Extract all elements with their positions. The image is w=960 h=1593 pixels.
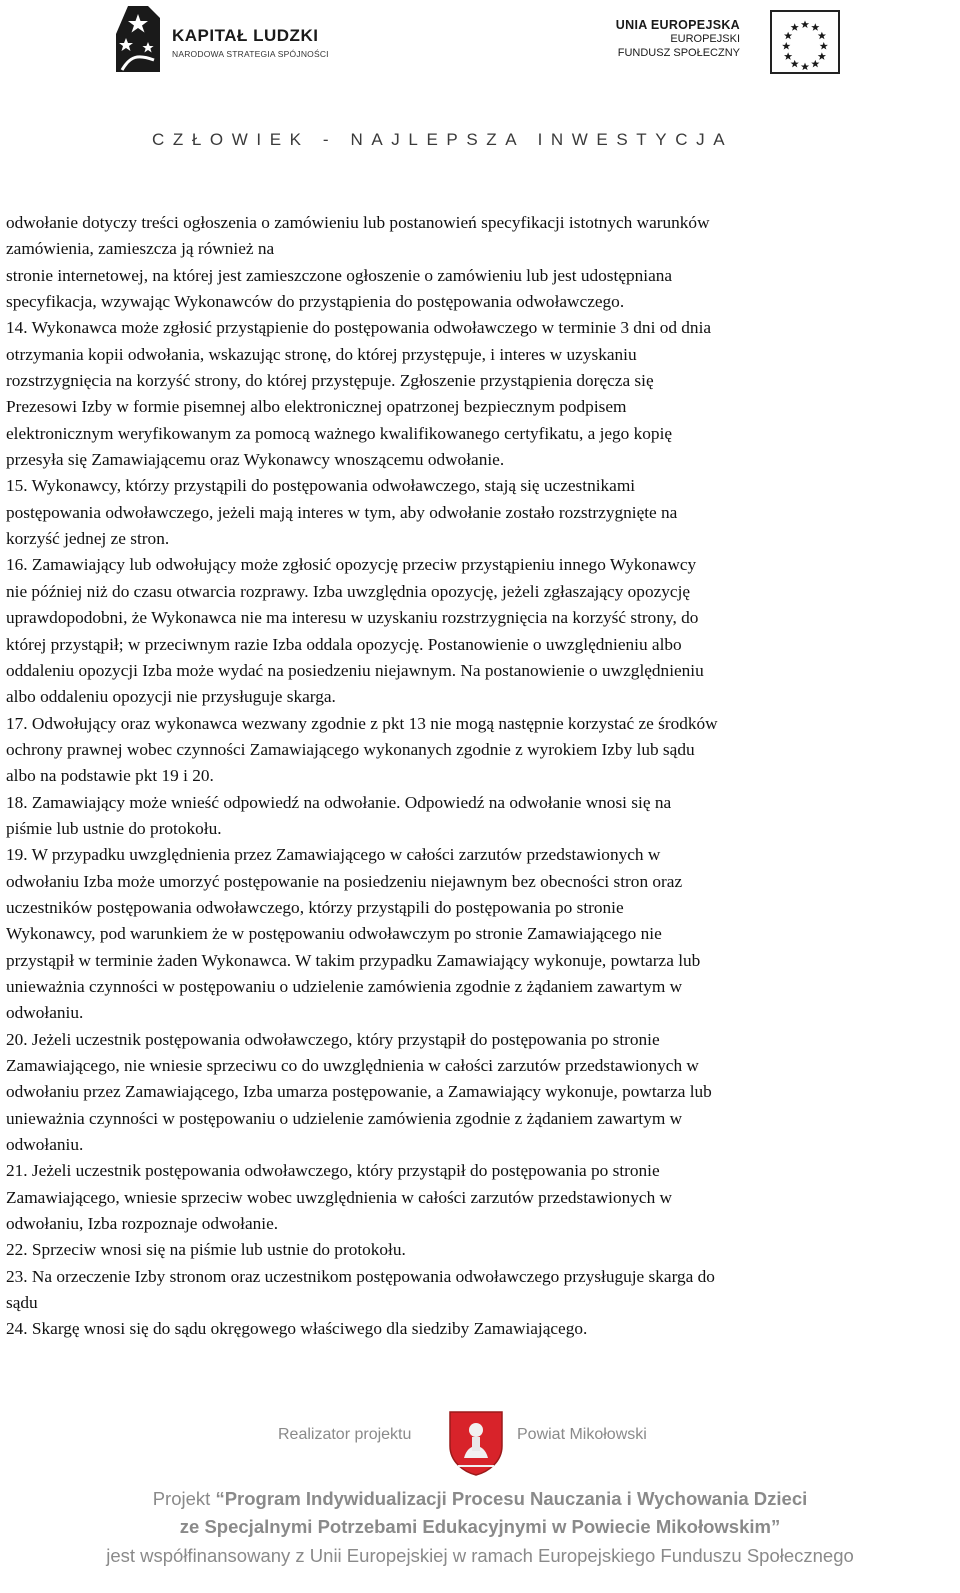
- footer-realizator-label: Realizator projektu: [278, 1426, 412, 1443]
- paragraph-18: 18. Zamawiający może wnieść odpowiedź na odwołanie. Odpowiedź na odwołanie wnosi się na piśmie lub ustnie do protokołu.: [6, 792, 672, 838]
- paragraph-19: 19. W przypadku uwzględnienia przez Zamawiającego w całości zarzutów przedstawionych w odwołaniu Izba może umorzyć postępowanie na posiedzeniu niejawnym bez obecności stron oraz uczestników postępowania odwoławczego, którzy przystąpili do postępowania po stronie Wykonawcy, pod warunkiem że w postępowaniu odwoławczym po stronie Zamawiającego nie przystąpił w terminie żaden Wykonawca. W takim przypadku Zamawiający wykonuje, powtarza lub unieważnia czynności w postępowaniu o udzielenie zamówienia zgodnie z żądaniem zawartym w odwołaniu.: [6, 845, 701, 1023]
- paragraph-22: 22. Sprzeciw wnosi się na piśmie lub ustnie do protokołu.: [6, 1240, 406, 1260]
- footer-project-prefix: Projekt: [152, 1488, 216, 1509]
- kapital-ludzki-title: KAPITAŁ LUDZKI: [172, 26, 319, 45]
- paragraph-21: 21. Jeżeli uczestnik postępowania odwoławczego, który przystąpił do postępowania po stronie Zamawiającego, wniesie sprzeciw wobec uwzględnienia w całości zarzutów przedstawionych w odwołaniu, Izba rozpoznaje odwołanie.: [6, 1161, 673, 1234]
- paragraph-intro: odwołanie dotyczy treści ogłoszenia o zamówieniu lub postanowień specyfikacji istotnych warunków zamówienia, zamieszcza ją również na stronie internetowej, na której jest zamieszczone ogłoszenie o zamówieniu lub jest udostępniana specyfikacja, wzywając Wykonawców do przystąpienia do postępowania odwoławczego.: [6, 213, 710, 312]
- paragraph-14: 14. Wykonawca może zgłosić przystąpienie do postępowania odwoławczego w terminie 3 dni od dnia otrzymania kopii odwołania, wskazując stronę, do której przystępuje, i interes w uzyskaniu rozstrzygnięcia na korzyść strony, do której przystępuje. Zgłoszenie przystąpienia doręcza się Prezesowi Izby w formie pisemnej albo elektronicznej opatrzonej bezpiecznym podpisem elektronicznym weryfikowanym za pomocą ważnego kwalifikowanego certyfikatu, a jego kopię przesyła się Zamawiającemu oraz Wykonawcy wnoszącemu odwołanie.: [6, 318, 712, 470]
- eu-text: [616, 18, 740, 60]
- paragraph-23: 23. Na orzeczenie Izby stronom oraz uczestnikom postępowania odwoławczego przysługuje skarga do sądu: [6, 1266, 715, 1313]
- paragraph-24: 24. Skargę wnosi się do sądu okręgowego właściwego dla siedziby Zamawiającego.: [6, 1319, 588, 1339]
- footer-project-line-2: ze Specjalnymi Potrzebami Edukacyjnymi w Powiecie Mikołowskim”: [179, 1516, 781, 1537]
- eu-flag-icon: [770, 10, 840, 74]
- kapital-ludzki-subtitle: NARODOWA STRATEGIA SPÓJNOŚCI: [172, 49, 329, 59]
- footer-project-line-1: [0, 1488, 960, 1510]
- kapital-ludzki-mark-icon: [108, 4, 168, 74]
- document-body: [6, 210, 946, 1343]
- eu-logo: [610, 10, 840, 80]
- eu-title: UNIA EUROPEJSKA: [615, 18, 740, 32]
- paragraph-16: 16. Zamawiający lub odwołujący może zgłosić opozycję przeciw przystąpieniu innego Wykonawcy nie później niż do czasu otwarcia rozprawy. Izba uwzględnia opozycję, jeżeli zgłaszający opozycję uprawdopodobni, że Wykonawca nie ma interesu w uzyskaniu rozstrzygnięcia na korzyść strony, do której przystąpił; w przeciwnym razie Izba oddala opozycję. Postanowienie o uwzględnieniu albo oddaleniu opozycji Izba może wydać na posiedzeniu niejawnym. Na postanowienie o uwzględnieniu albo oddaleniu opozycji nie przysługuje skarga.: [6, 555, 704, 707]
- eu-subtitle: EUROPEJSKI: [670, 33, 740, 45]
- kapital-ludzki-logo: [108, 4, 348, 74]
- coat-of-arms-icon: [448, 1410, 504, 1476]
- paragraph-15: 15. Wykonawcy, którzy przystąpili do postępowania odwoławczego, stają się uczestnikami postępowania odwoławczego, jeżeli mają interes w tym, aby odwołanie zostało rozstrzygnięte na korzyść jednej ze stron.: [6, 476, 678, 549]
- footer-powiat-label: Powiat Mikołowski: [517, 1426, 647, 1443]
- slogan: CZŁOWIEK - NAJLEPSZA INWESTYCJA: [152, 130, 734, 149]
- footer-project-title-1: “Program Indywidualizacji Procesu Nauczania i Wychowania Dzieci: [215, 1488, 808, 1509]
- footer-project-line-3: jest współfinansowany z Unii Europejskiej w ramach Europejskiego Funduszu Społecznego: [106, 1545, 854, 1566]
- eu-fund: FUNDUSZ SPOŁECZNY: [617, 47, 740, 59]
- page-header: [0, 0, 960, 190]
- paragraph-20: 20. Jeżeli uczestnik postępowania odwoławczego, który przystąpił do postępowania po stronie Zamawiającego, nie wniesie sprzeciwu co do uwzględnienia w całości zarzutów przedstawionych w odwołaniu przez Zamawiającego, Izba umarza postępowanie, a Zamawiający wykonuje, powtarza lub unieważnia czynności w postępowaniu o udzielenie zamówienia zgodnie z żądaniem zawartym w odwołaniu.: [6, 1029, 712, 1155]
- page-footer: [0, 1400, 960, 1593]
- paragraph-17: 17. Odwołujący oraz wykonawca wezwany zgodnie z pkt 13 nie mogą następnie korzystać ze środków ochrony prawnej wobec czynności Zamawiającego wykonanych zgodnie z wyrokiem Izby lub sądu albo na podstawie pkt 19 i 20.: [6, 713, 718, 786]
